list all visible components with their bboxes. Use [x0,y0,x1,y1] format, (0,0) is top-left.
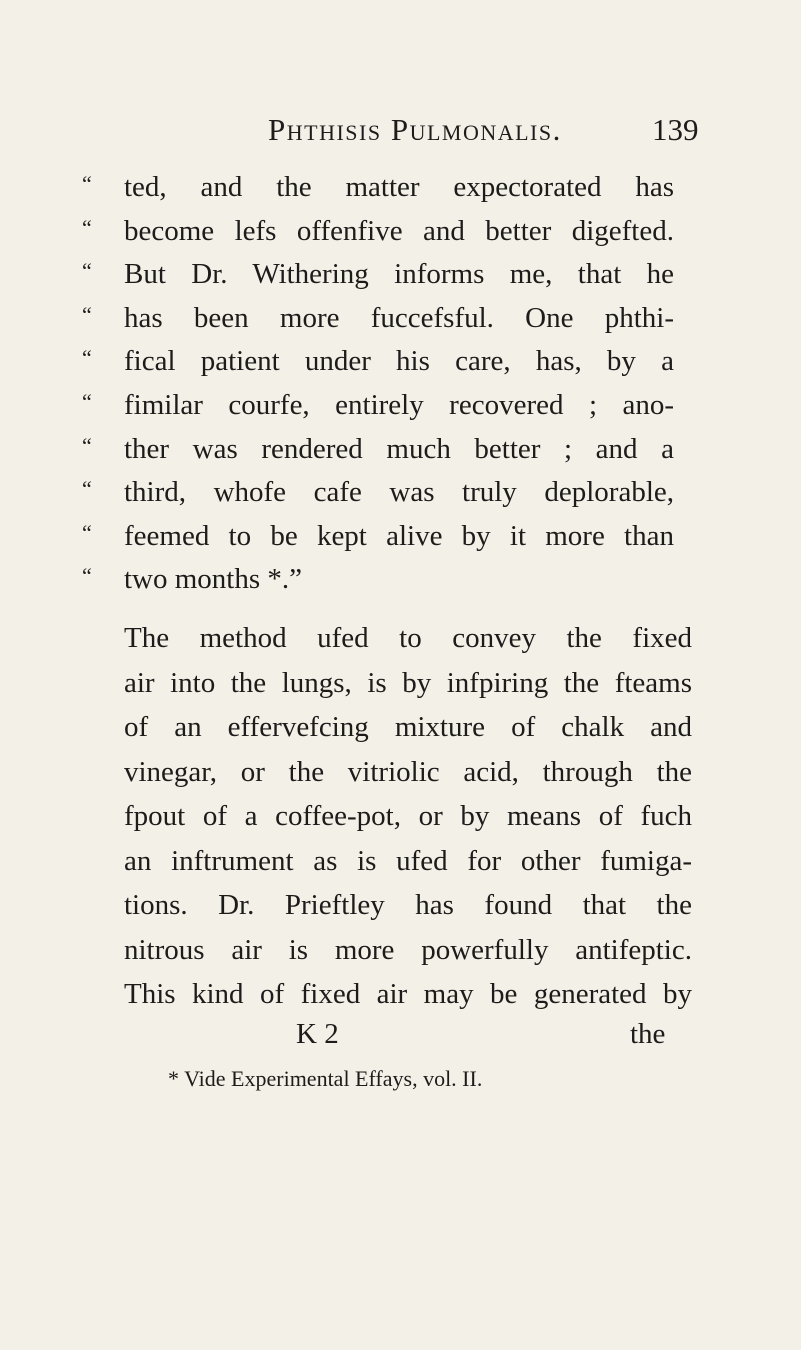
quotation-line [82,515,682,559]
quotation-line [82,558,682,602]
quotation-text: become lefs offenfive and better digefted. [124,214,674,247]
quotation-mark: “ [82,476,92,502]
quotation-text: has been more fuccefsful. One phthi- [124,301,674,334]
paragraph-line: vinegar, or the vitriolic acid, through the [124,755,692,788]
quotation-mark: “ [82,301,92,327]
quotation-text: fical patient under his care, has, by a [124,345,674,378]
paragraph-line: tions. Dr. Prieftley has found that the [124,889,692,921]
signature-mark: K 2 [296,1018,339,1050]
quotation-mark: “ [82,214,92,240]
quotation-text: ther was rendered much better ; and a [124,432,674,465]
quotation-mark: “ [82,563,92,589]
quotation-line [82,428,682,472]
quotation-line [82,340,682,384]
footnote: * Vide Experimental Effays, vol. II. [168,1066,483,1091]
signature-line [124,1018,692,1058]
quotation-mark: “ [82,258,92,284]
quotation-text: feemed to be kept alive by it more than [124,519,674,552]
paragraph-line: This kind of fixed air may be generated by [124,978,692,1010]
quotation-line [82,471,682,515]
paragraph-line: an inftrument as is ufed for other fumiga- [124,844,692,877]
quotation-mark: “ [82,171,92,196]
quotation-text: But Dr. Withering informs me, that he [124,258,674,291]
catchword: the [630,1018,666,1050]
running-head [0,112,801,156]
quotation-block [82,166,682,602]
quotation-mark: “ [82,432,92,458]
quotation-mark: “ [82,345,92,371]
quotation-line [82,166,682,210]
quotation-text: two months *.” [124,563,303,596]
quotation-line [82,384,682,428]
quotation-text: third, whofe cafe was truly deplorable, [124,476,674,509]
body-paragraph [124,616,692,1017]
quotation-text: ted, and the matter expectorated has [124,171,674,203]
paragraph-line: fpout of a coffee-pot, or by means of fuch [124,800,692,832]
paragraph-line: air into the lungs, is by infpiring the fteams [124,666,692,699]
quotation-line [82,210,682,254]
quotation-mark: “ [82,388,92,414]
quotation-mark: “ [82,519,92,545]
paragraph-line: nitrous air is more powerfully antifeptic. [124,933,692,966]
page-number: 139 [652,112,699,147]
paragraph-line: of an effervefcing mixture of chalk and [124,711,692,743]
quotation-line [82,297,682,341]
running-title: Phthisis Pulmonalis. [268,112,562,147]
quotation-text: fimilar courfe, entirely recovered ; ano- [124,388,674,421]
paragraph-line: The method ufed to convey the fixed [124,622,692,654]
quotation-line [82,253,682,297]
